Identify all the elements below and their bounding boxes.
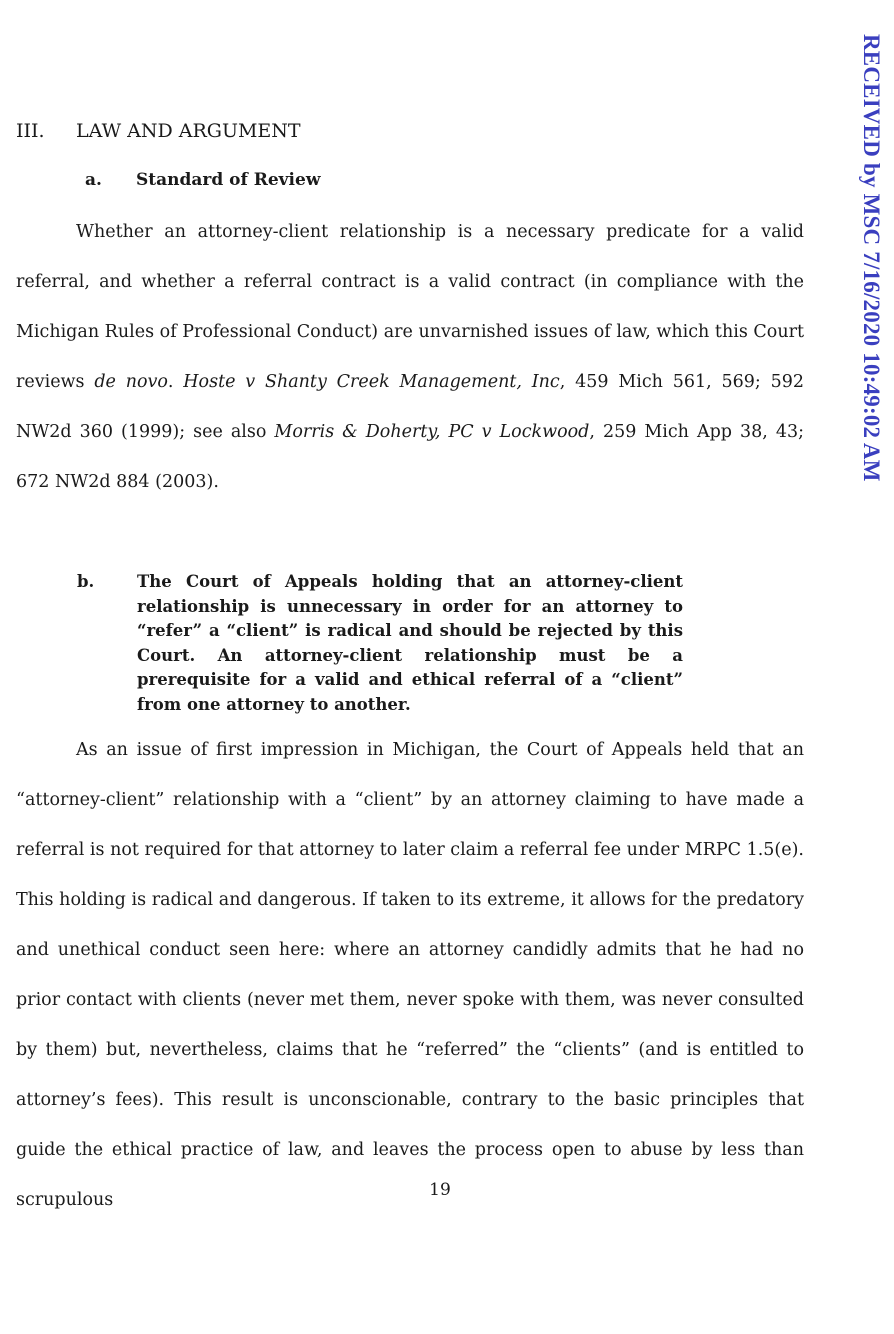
- citation-morris: Morris & Doherty, PC v Lockwood: [274, 422, 590, 442]
- section-title: LAW AND ARGUMENT: [76, 120, 301, 142]
- subsection-b-letter: b.: [77, 572, 95, 591]
- subsection-a-heading: [85, 170, 320, 190]
- subsection-a-letter: a.: [85, 170, 102, 190]
- citation-hoste: Hoste v Shanty Creek Management, Inc: [183, 372, 560, 392]
- standard-of-review-paragraph: [16, 207, 804, 507]
- first-impression-paragraph: [16, 725, 804, 1225]
- paragraph-2-text: As an issue of first impression in Michigan, the Court of Appeals held that an “attorney-client” relationship with a “client” by an attorney claiming to have made a referral is not required for that attorney to later claim a referral fee under MRPC 1.5(e). This holding is radical and dangerous. If taken to its extreme, it allows for the predatory and unethical conduct seen here: where an attorney candidly admits that he had no prior contact with clients (never met them, never spoke with them, was never consulted by them) but, nevertheless, claims that he “referred” the “clients” (and is entitled to attorney’s fees). This result is unconscionable, contrary to the basic principles that guide the ethical practice of law, and leaves the process open to abuse by less than scrupulous: [16, 740, 804, 1210]
- section-number: III.: [16, 120, 45, 142]
- page-number: 19: [429, 1180, 451, 1200]
- received-stamp: RECEIVED by MSC 7/16/2020 10:49:02 AM: [859, 34, 884, 482]
- paragraph-1-text-3: , 459 Mich 561, 569; 592 NW2d 360 (1999); see also: [16, 372, 804, 442]
- paragraph-1-de-novo: de novo: [94, 372, 168, 392]
- paragraph-1-text-2: .: [167, 372, 184, 392]
- section-heading: [16, 120, 301, 142]
- subsection-a-title: Standard of Review: [136, 170, 321, 190]
- subsection-b-title: The Court of Appeals holding that an attorney-client relationship is unnecessary in order for an attorney to “refer” a “client” is radical and should be rejected by this Court. An attorney-client relationship must be a prerequisite for a valid and ethical referral of a “client” from one attorney to another.: [137, 572, 683, 714]
- paragraph-1-text-4: , 259 Mich App 38, 43; 672 NW2d 884 (2003).: [16, 422, 804, 492]
- paragraph-1-text-1: Whether an attorney-client relationship is a necessary predicate for a valid referral, and whether a referral contract is a valid contract (in compliance with the Michigan Rules of Professional Conduct) are unvarnished issues of law, which this Court reviews: [16, 222, 804, 392]
- subsection-b-heading: [77, 570, 683, 717]
